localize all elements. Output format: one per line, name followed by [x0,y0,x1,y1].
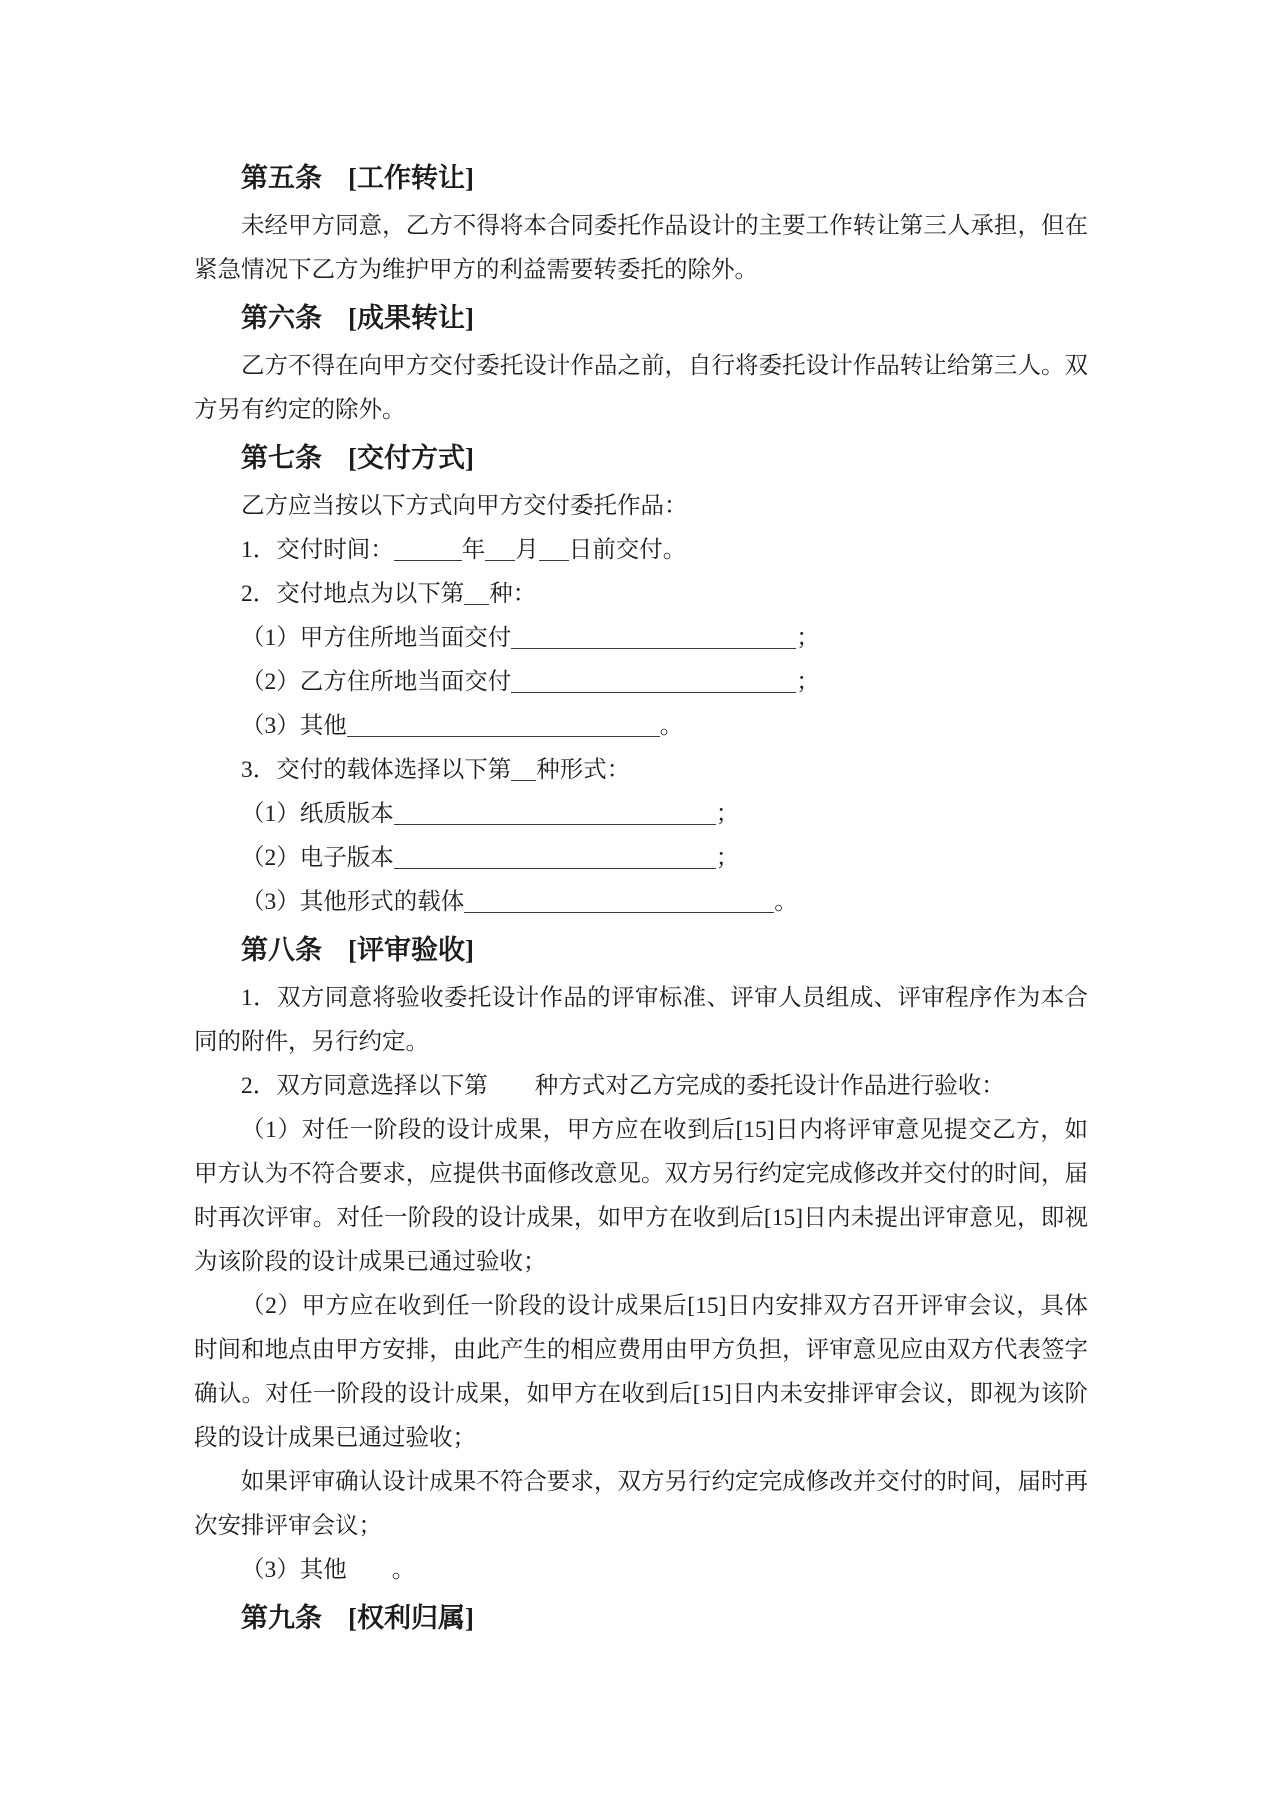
delivery-medium-option-3 [194,880,1088,924]
text-run: 。 [659,713,684,739]
text-run: （3）其他 [241,713,347,739]
delivery-place-option-2 [194,660,1088,704]
article-5-heading [194,152,1088,204]
article-8-heading [194,924,1088,976]
article-9-heading [194,1592,1088,1644]
text-run: ； [715,801,740,827]
text-run: 。 [391,1557,416,1583]
review-item-2 [194,1064,1088,1108]
fill-in-blank-line [464,581,489,606]
text-run: ； [796,669,820,695]
text-run: （1）纸质版本 [241,801,394,827]
text-run: 1．双方同意将验收委托设计作品的评审标准、评审人员组成、评审程序作为本合同的附件，另行约定。 [194,985,1088,1055]
review-option-1 [194,1108,1088,1284]
text-run: 1．交付时间： [241,537,394,563]
text-run: 第八条 [241,935,322,965]
delivery-medium-option-1 [194,792,1088,836]
fill-in-blank-line [511,669,796,694]
fill-in-blank-line [539,537,569,562]
blank-space [322,440,348,467]
review-item-1 [194,976,1088,1064]
text-run: 第七条 [241,443,322,473]
article-6-clause [194,344,1088,432]
delivery-medium-item [194,748,1088,792]
text-run: [交付方式] [348,443,474,473]
review-revision-clause [194,1460,1088,1548]
blank-space [322,160,348,187]
fill-in-blank-line [347,713,660,738]
text-run: （3）其他 [241,1557,347,1583]
text-run: ； [796,625,820,651]
text-run: 第九条 [241,1603,322,1633]
article-7-intro [194,484,1088,528]
delivery-time-item [194,528,1088,572]
fill-in-blank-line [511,757,536,782]
text-run: [评审验收] [348,935,474,965]
text-run: 第五条 [241,163,322,193]
text-run: 未经甲方同意，乙方不得将本合同委托作品设计的主要工作转让第三人承担，但在紧急情况下乙方为维护甲方的利益需要转委托的除外。 [194,213,1088,283]
text-run: （2）电子版本 [241,845,394,871]
fill-in-blank-line [394,537,462,562]
review-option-3 [194,1548,1088,1592]
text-run: 。 [774,889,798,915]
text-run: （1）对任一阶段的设计成果，甲方应在收到后[15]日内将评审意见提交乙方，如甲方认为不符合要求，应提供书面修改意见。双方另行约定完成修改并交付的时间，届时再次评审。对任一阶段的设计成果，如甲方在收到后[15]日内未提出评审意见，即视为该阶段的设计成果已通过验收； [194,1117,1088,1275]
text-run: 乙方应当按以下方式向甲方交付委托作品： [241,493,688,519]
text-run: 2．双方同意选择以下第 [241,1073,488,1099]
review-option-2 [194,1284,1088,1460]
text-run: 日前交付。 [568,537,687,563]
text-run: 2．交付地点为以下第 [241,581,465,607]
article-6-heading [194,292,1088,344]
text-run: （3）其他形式的载体 [241,889,465,915]
fill-in-blank-line [464,889,774,914]
blank-space [488,1070,535,1094]
text-run: （2）乙方住所地当面交付 [241,669,512,695]
article-5-clause [194,204,1088,292]
fill-in-blank-line [394,845,716,870]
blank-space [347,1554,392,1578]
text-run: [成果转让] [348,303,474,333]
text-run: （1）甲方住所地当面交付 [241,625,512,651]
delivery-medium-option-2 [194,836,1088,880]
blank-space [322,300,348,327]
fill-in-blank-line [485,537,515,562]
text-run: 第六条 [241,303,322,333]
article-7-heading [194,432,1088,484]
fill-in-blank-line [511,625,796,650]
delivery-place-option-1 [194,616,1088,660]
text-run: 年 [461,537,486,563]
delivery-place-option-3 [194,704,1088,748]
blank-space [322,932,348,959]
document-body [194,152,1088,1644]
text-run: 种方式对乙方完成的委托设计作品进行验收： [534,1073,1005,1099]
text-run: 乙方不得在向甲方交付委托设计作品之前，自行将委托设计作品转让给第三人。双方另有约定的除外。 [194,353,1088,423]
text-run: [工作转让] [348,163,474,193]
fill-in-blank-line [394,801,716,826]
delivery-place-item [194,572,1088,616]
blank-space [322,1600,348,1627]
text-run: （2）甲方应在收到任一阶段的设计成果后[15]日内安排双方召开评审会议，具体时间和地点由甲方安排，由此产生的相应费用由甲方负担，评审意见应由双方代表签字确认。对任一阶段的设计成果，如甲方在收到后[15]日内未安排评审会议，即视为该阶段的设计成果已通过验收； [194,1293,1088,1451]
text-run: 3．交付的载体选择以下第 [241,757,512,783]
text-run: 月 [515,537,539,563]
text-run: ； [715,845,740,871]
text-run: [权利归属] [348,1603,474,1633]
text-run: 如果评审确认设计成果不符合要求，双方另行约定完成修改并交付的时间，届时再次安排评审会议； [194,1469,1088,1539]
text-run: 种： [489,581,537,607]
text-run: 种形式： [536,757,631,783]
